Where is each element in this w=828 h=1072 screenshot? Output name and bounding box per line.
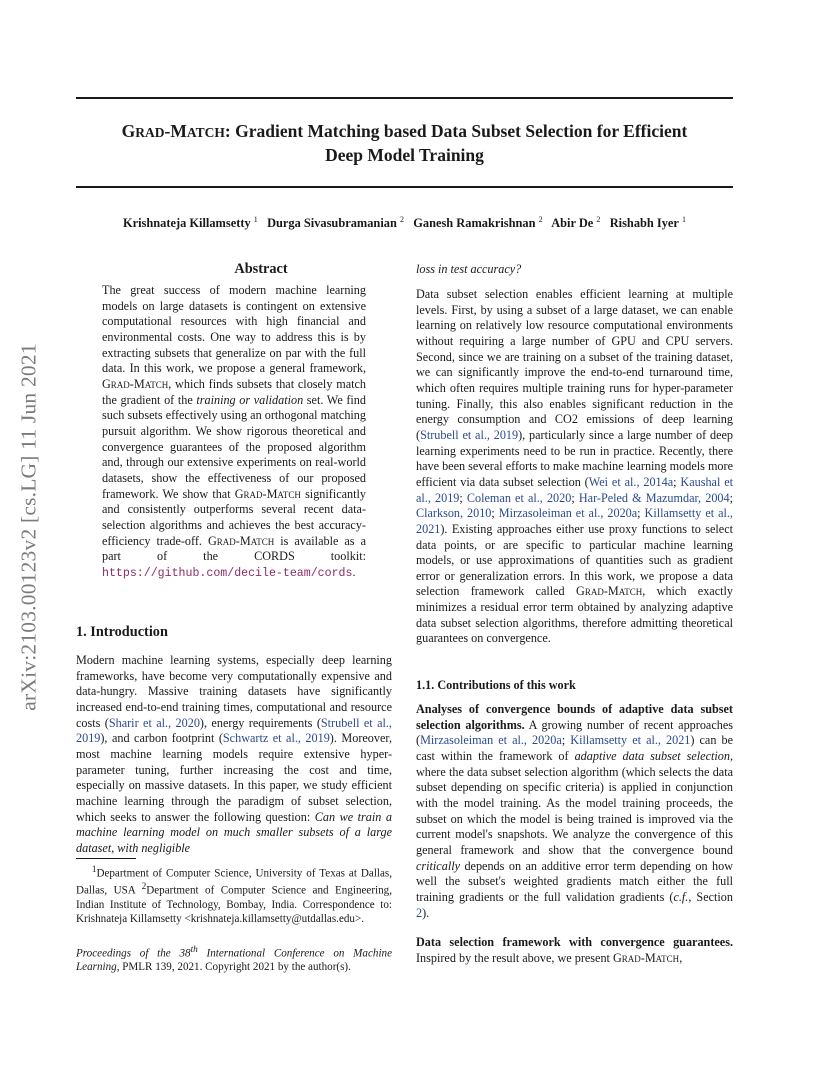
title-line-2: Deep Model Training bbox=[325, 145, 484, 165]
author: Rishabh Iyer $^1$ bbox=[609, 215, 687, 231]
citation-link[interactable]: Coleman et al., 2020 bbox=[466, 490, 572, 505]
introduction-heading: 1. Introduction bbox=[76, 624, 168, 640]
title-line-1: GRAD-MATCH: Gradient Matching based Data Subset Selection for Efficient bbox=[121, 121, 688, 141]
citation-link[interactable]: Clarkson, 2010 bbox=[416, 506, 492, 521]
arxiv-stamp: arXiv:2103.00123v2 [cs.LG] 11 Jun 2021 bbox=[16, 343, 41, 711]
top-rule bbox=[76, 97, 733, 99]
citation-link[interactable]: Killamsetty et al., 2021 bbox=[416, 506, 733, 536]
author: Krishnateja Killamsetty $^1$ bbox=[122, 215, 258, 231]
cords-link[interactable]: https://github.com/decile-team/cords bbox=[102, 566, 353, 580]
citation-link[interactable]: Schwartz et al., 2019 bbox=[222, 731, 330, 746]
section-link[interactable]: 2 bbox=[416, 905, 423, 920]
paper-title bbox=[76, 120, 733, 167]
citation-link[interactable]: Mirzasoleiman et al., 2020a bbox=[420, 733, 562, 748]
citation-link[interactable]: Wei et al., 2014a bbox=[588, 474, 674, 489]
author: Abir De $^2$ bbox=[551, 215, 601, 231]
contributions-heading: 1.1. Contributions of this work bbox=[416, 678, 576, 692]
abstract-body: The great success of modern machine learning models on large datasets is contingent on extensive computational resources with high financial and environmental costs. One way to address this is by extracting subsets that generalize on par with the full data. In this work, we propose a general framework, Grad-Match, which finds subsets that closely match the gradient of the training or validation set. We find such subsets effectively using an orthogonal matching pursuit algorithm. We show rigorous theoretical and convergence guarantees of the proposed algorithm and, through our extensive experiments on real-world datasets, show the effectiveness of our proposed framework. We show that Grad-Match significantly and consistently outperforms several recent data-selection algorithms and achieves the best accuracy-efficiency trade-off. Grad-Match is available as a part of the CORDS toolkit: https://github.com/decile-team/cords. bbox=[102, 283, 366, 580]
citation-link[interactable]: Mirzasoleiman et al., 2020a bbox=[498, 506, 638, 521]
proceedings-note: Proceedings of the 38th International Conference on Machine Learning, PMLR 139, 2021. Copyright 2021 by the author(s). bbox=[76, 945, 392, 974]
author-list bbox=[76, 215, 733, 231]
citation-link[interactable]: Har-Peled & Mazumdar, 2004 bbox=[578, 490, 730, 505]
question-continuation: loss in test accuracy? bbox=[416, 262, 522, 276]
convergence-bounds-paragraph: Analyses of convergence bounds of adaptive data subset selection algorithms. A growing number of recent approaches (Mirzasoleiman et al., 2020a; Killamsetty et al., 2021) can be cast within the framework of adaptive data subset selection, where the data subset selection algorithm (which selects the data subset depending on specific criteria) is applied in conjunction with the model training. As the model training proceeds, the subset on which the model is being trained is improved via the current model's snapshots. We analyze the convergence of this general framework and show that the convergence bound critically depends on an additive error term depending on how well the subset's weighted gradients match either the full training gradients or the full validation gradients (c.f., Section 2). bbox=[416, 702, 733, 920]
citation-link[interactable]: Kaushal et al., 2019 bbox=[416, 474, 734, 505]
framework-paragraph: Data selection framework with convergence guarantees. Inspired by the result above, we present Grad-Match, bbox=[416, 935, 733, 965]
author: Ganesh Ramakrishnan $^2$ bbox=[413, 215, 543, 231]
abstract-heading: Abstract bbox=[234, 261, 288, 277]
motivation-paragraph: Data subset selection enables efficient learning at multiple levels. First, by using a subset of a large dataset, we can enable learning on relatively low resource computational environments without requiring a large number of GPU and CPU servers. Second, since we are training on a subset of the training dataset, we can significantly improve the end-to-end turnaround time, which often requires multiple training runs for hyper-parameter tuning. Finally, this also enables significant reduction in the energy consumption and CO2 emissions of deep learning (Strubell et al., 2019), particularly since a large number of deep learning experiments need to be run in practice. Recently, there have been several efforts to make machine learning models more efficient via data subset selection (Wei et al., 2014a; Kaushal et al., 2019; Coleman et al., 2020; Har-Peled & Mazumdar, 2004; Clarkson, 2010; Mirzasoleiman et al., 2020a; Killamsetty et al., 2021). Existing approaches either use proxy functions to select data points, or are specific to particular machine learning models, or use approximations of quantities such as gradient error or generalization errors. In this work, we propose a data selection framework called Grad-Match, which exactly minimizes a residual error term obtained by analyzing adaptive data subset selection algorithms, therefore admitting theoretical guarantees on convergence. bbox=[416, 287, 734, 646]
affiliation-footnote: $^1$Department of Computer Science, University of Texas at Dallas, Dallas, USA $^2$Department of Computer Science and Engineering, Indian Institute of Technology, Bombay, India. Correspondence to: Krishnateja Killamsetty <krishnateja.killamsetty@utdallas.edu>. bbox=[76, 865, 393, 925]
citation-link[interactable]: Strubell et al., 2019 bbox=[420, 427, 519, 442]
footnote-separator bbox=[76, 858, 136, 859]
citation-link[interactable]: Killamsetty et al., 2021 bbox=[570, 733, 691, 748]
bottom-title-rule bbox=[76, 186, 733, 188]
citation-link[interactable]: Sharir et al., 2020 bbox=[108, 715, 200, 730]
author: Durga Sivasubramanian $^2$ bbox=[267, 215, 404, 231]
citation-link[interactable]: Strubell et al., 2019 bbox=[76, 715, 392, 746]
introduction-body: Modern machine learning systems, especially deep learning frameworks, have become very computationally expensive and data-hungry. Massive training datasets have significantly increased end-to-end training times, computational and resource costs (Sharir et al., 2020), energy requirements (Strubell et al., 2019), and carbon footprint (Schwartz et al., 2019). Moreover, most machine learning models require extensive hyper-parameter tuning, further increasing the cost and time, especially on massive datasets. In this paper, we study efficient machine learning through the paradigm of subset selection, which seeks to answer the following question: Can we train a machine learning model on much smaller subsets of a large dataset, with negligible bbox=[76, 653, 393, 855]
